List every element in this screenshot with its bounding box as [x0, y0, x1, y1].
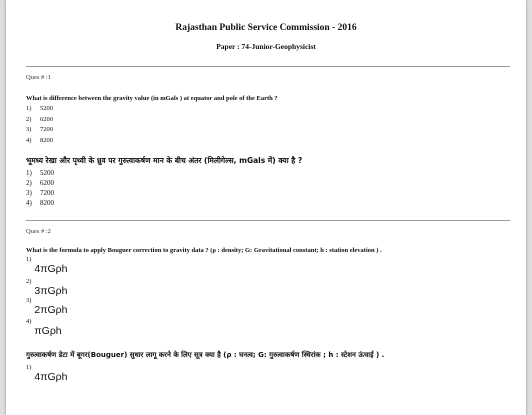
document-title: Rajasthan Public Service Commission - 2016 [175, 23, 357, 33]
option-number: 2) [26, 179, 32, 187]
option-item [26, 178, 54, 188]
document-page [6, 0, 526, 415]
option-item [26, 125, 53, 136]
option-item [26, 198, 54, 208]
question-number: Ques # :1 [26, 74, 51, 81]
option-formula: 3πGρh [34, 285, 68, 297]
option-item [26, 256, 68, 277]
option-item [26, 318, 62, 339]
option-text: 6200 [40, 179, 54, 187]
option-item [26, 104, 53, 115]
option-formula: 4πGρh [34, 371, 68, 383]
option-number: 3) [26, 189, 32, 197]
option-number: 4) [26, 136, 32, 144]
option-item [26, 278, 68, 299]
question-text-hindi: गुरुत्वाकर्षण डेटा में बूगर(Bouguer) सुधार लागू करने के लिए सूत्र क्या है (ρ : घनत्व; G: गुरुत्वाकर्षण स्थिरांक ; h : स्टेशन ऊंचाई ) . [26, 351, 385, 359]
option-number: 1) [26, 364, 32, 371]
question-text-english: What is difference between the gravity value (in mGals ) at equator and pole of the Earth ? [26, 95, 278, 102]
option-number: 3) [26, 126, 32, 133]
option-item [26, 188, 54, 198]
option-number: 3) [26, 297, 32, 304]
question-number: Ques # :2 [26, 228, 51, 235]
option-number: 1) [26, 256, 32, 263]
option-list-english [26, 104, 53, 146]
option-number: 4) [26, 318, 32, 325]
option-formula: 4πGρh [34, 263, 68, 275]
option-list-hindi [26, 168, 54, 208]
option-text: 5200 [40, 105, 53, 112]
option-item [26, 115, 53, 126]
option-number: 4) [26, 199, 32, 207]
option-number: 2) [26, 278, 32, 285]
option-text: 8200 [40, 136, 53, 144]
option-text: 5200 [40, 169, 54, 177]
option-text: 7200 [40, 189, 54, 197]
option-item [26, 364, 68, 385]
option-text: 7200 [40, 126, 53, 133]
option-item [26, 136, 53, 147]
option-item [26, 297, 68, 318]
option-number: 1) [26, 105, 32, 112]
option-formula: 2πGρh [34, 304, 68, 316]
divider [26, 220, 510, 221]
option-item [26, 168, 54, 178]
question-text-hindi: भूमध्य रेखा और पृथ्वी के ध्रुव पर गुरुत्वाकर्षण मान के बीच अंतर (मिलीगेल्स, mGals में) क्या है ? [26, 156, 303, 165]
question-text-english: What is the formula to apply Bouguer correction to gravity data ? (ρ : density; G: Gravitational constant; h : station elevation ) . [26, 247, 382, 254]
option-text: 6200 [40, 115, 53, 123]
option-number: 1) [26, 169, 32, 177]
option-text: 8200 [40, 199, 54, 207]
option-number: 2) [26, 115, 32, 123]
divider [26, 66, 510, 67]
option-formula: πGρh [34, 325, 62, 337]
paper-subtitle: Paper : 74-Junior-Geophysicist [216, 42, 316, 51]
